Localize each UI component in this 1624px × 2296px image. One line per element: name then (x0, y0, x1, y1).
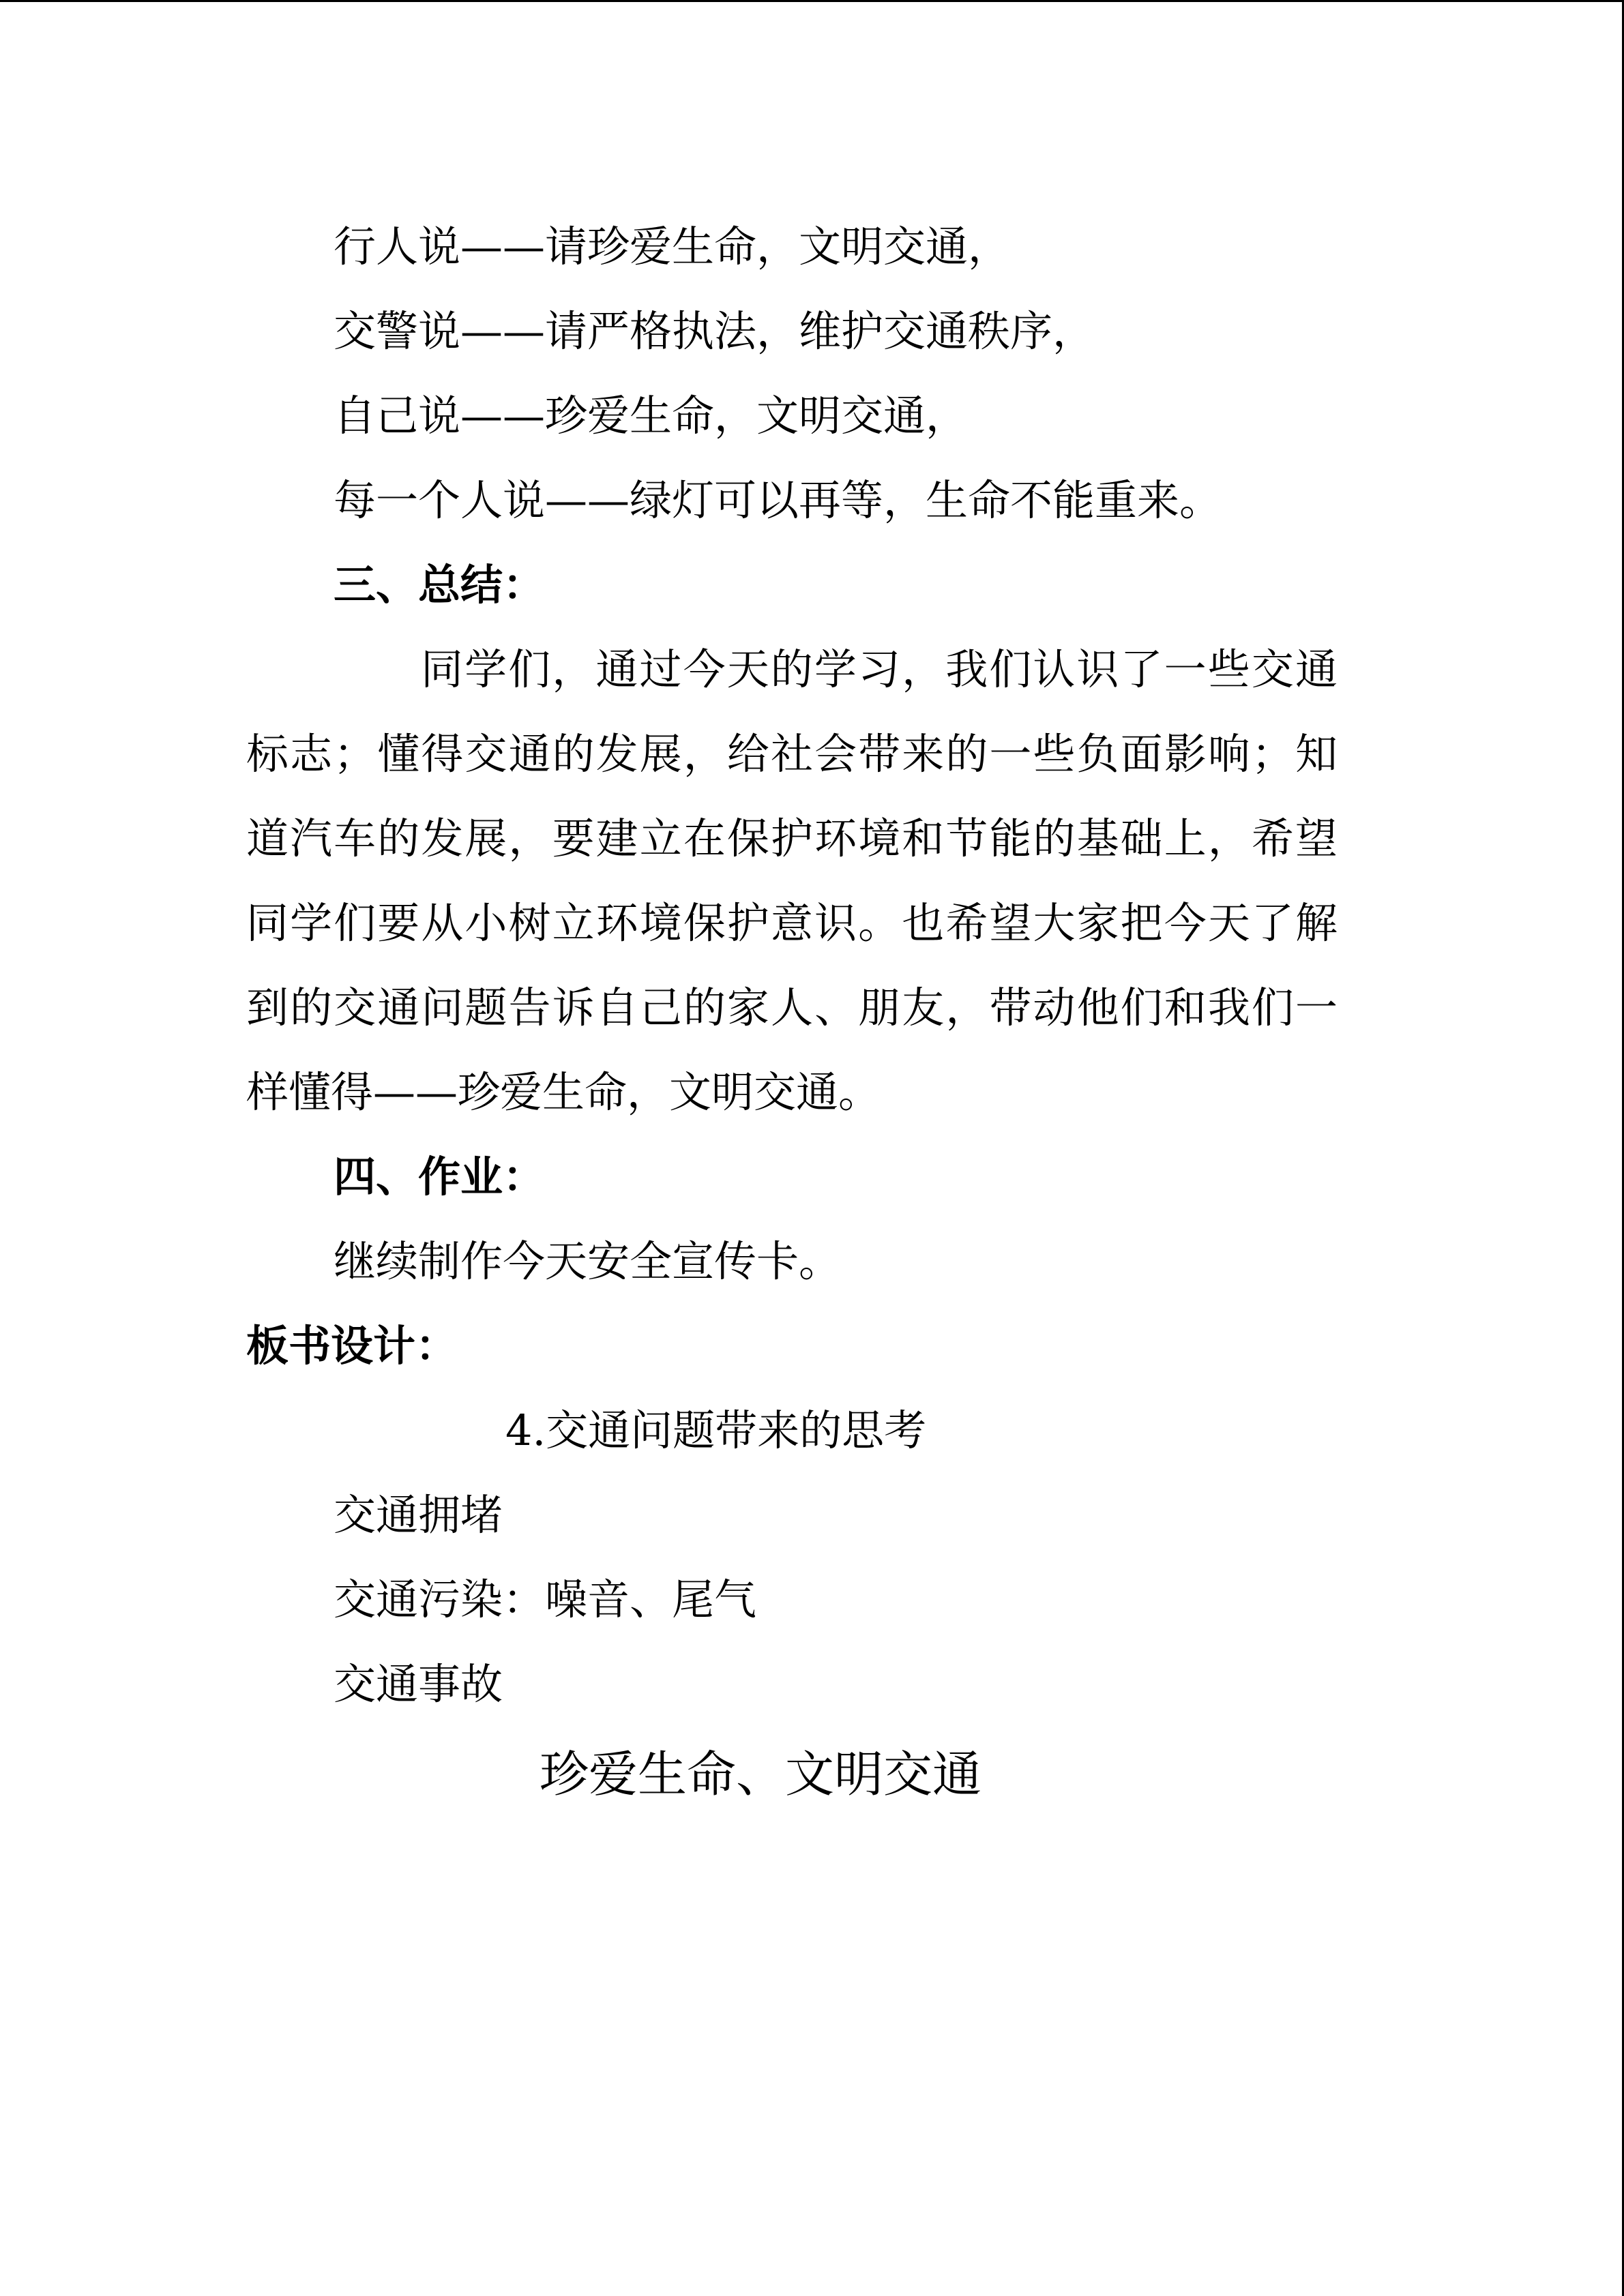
closing-line: 自己说——珍爱生命，文明交通， (334, 391, 969, 441)
board-design-item: 交通事故 (334, 1659, 503, 1709)
board-design-item: 交通污染：噪音、尾气 (334, 1575, 757, 1624)
summary-heading: 三、总结： (334, 560, 546, 610)
board-design-heading: 板书设计： (246, 1321, 458, 1371)
board-design-motto: 珍爱生命、文明交通 (540, 1746, 982, 1803)
board-design-title: 4.交通问题带来的思考 (505, 1405, 927, 1455)
homework-heading: 四、作业： (334, 1152, 546, 1202)
document-body (246, 205, 1338, 1822)
summary-paragraph: 同学们，通过今天的学习，我们认识了一些交通标志；懂得交通的发展，给社会带来的一些负面影响；知道汽车的发展，要建立在保护环境和节能的基础上，希望同学们要从小树立环境保护意识。也希望大家把今天了解到的交通问题告诉自己的家人、朋友，带动他们和我们一样懂得——珍爱生命，文明交通。 (246, 644, 1338, 1117)
homework-text: 继续制作今天安全宣传卡。 (334, 1236, 842, 1286)
closing-line: 每一个人说——绿灯可以再等，生命不能重来。 (334, 475, 1222, 525)
board-design-item: 交通拥堵 (334, 1490, 503, 1540)
closing-line: 交警说——请严格执法，维护交通秩序， (334, 306, 1095, 356)
closing-line: 行人说——请珍爱生命，文明交通， (334, 222, 1011, 271)
